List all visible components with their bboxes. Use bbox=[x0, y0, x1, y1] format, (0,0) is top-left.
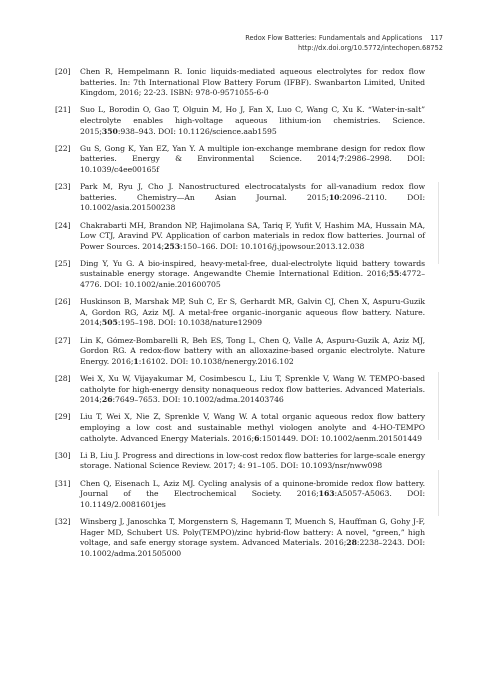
reference-volume: 6 bbox=[254, 433, 260, 443]
reference-number: [20] bbox=[55, 67, 71, 76]
reference-pages-doi: :2096–2110. DOI: 10.1002/asia.201500238 bbox=[80, 192, 425, 213]
reference-item bbox=[55, 221, 425, 253]
reference-citation: Huskinson B, Marshak MP, Suh C, Er S, Gerhardt MR, Galvin CJ, Chen X, Aspuru-Guzik A, Gordon RG, Aziz MJ. A metal-free organic–inorganic aqueous flow battery. Nature. 2014; bbox=[80, 297, 425, 328]
reference-citation: Chakrabarti MH, Brandon NP, Hajimolana SA, Tariq F, Yufit V, Hashim MA, Hussain MA, Low CTJ, Aravind PV. Application of carbon materials in redox flow batteries. Journal of Power Sources. 2014; bbox=[80, 220, 425, 251]
reference-number: [24] bbox=[55, 220, 71, 230]
reference-pages-doi: :A5057-A5063. DOI: 10.1149/2.0081601jes bbox=[80, 489, 426, 509]
reference-item bbox=[55, 451, 425, 472]
reference-pages-doi: :7649–7653. DOI: 10.1002/adma.201403746 bbox=[112, 395, 284, 405]
reference-item bbox=[55, 259, 425, 291]
margin-rule bbox=[438, 372, 439, 440]
reference-citation: Lin K, Gómez-Bombarelli R, Beh ES, Tong L, Chen Q, Valle A, Aspuru-Guzik A, Aziz MJ, Gordon RG. A redox-flow battery with an alloxazine-based organic electrolyte. Nature Energy. 2016; bbox=[80, 335, 425, 366]
reference-pages-doi: :938–943. DOI: 10.1126/science.aab1595 bbox=[117, 126, 277, 136]
reference-volume: 350 bbox=[101, 126, 118, 136]
reference-number: [23] bbox=[55, 182, 71, 192]
reference-text bbox=[55, 221, 425, 253]
reference-text bbox=[55, 67, 425, 99]
reference-citation: Park M, Ryu J, Cho J. Nanostructured electrocatalysts for all-vanadium redox flow batteries. Chemistry—An Asian Journal. 2015; bbox=[80, 182, 425, 202]
doi-link[interactable]: http://dx.doi.org/10.5772/intechopen.68752 bbox=[297, 44, 443, 52]
reference-volume: 505 bbox=[101, 318, 118, 328]
reference-citation: Chen Q, Eisenach L, Aziz MJ. Cycling analysis of a quinone-bromide redox flow battery. Journal of the Electrochemical Society. 2016; bbox=[80, 478, 425, 499]
reference-item bbox=[55, 412, 425, 444]
reference-text bbox=[55, 517, 425, 559]
reference-text bbox=[55, 451, 425, 472]
reference-item bbox=[55, 105, 425, 137]
reference-text bbox=[55, 479, 425, 511]
reference-pages-doi: :1501449. DOI: 10.1002/aenm.201501449 bbox=[259, 433, 422, 443]
reference-number: [26] bbox=[55, 297, 71, 307]
reference-volume: 26 bbox=[101, 395, 113, 405]
reference-list bbox=[55, 67, 425, 566]
reference-number: [21] bbox=[55, 105, 71, 115]
reference-text bbox=[55, 182, 425, 214]
reference-citation: Wei X, Xu W, Vijayakumar M, Cosimbescu L, Liu T, Sprenkle V, Wang W. TEMPO-based catholyte for high-energy density nonaqueous redox flow batteries. Advanced Materials. 2014; bbox=[80, 374, 425, 405]
reference-item bbox=[55, 517, 425, 559]
reference-item bbox=[55, 374, 425, 406]
reference-text bbox=[55, 374, 425, 406]
reference-text bbox=[55, 259, 425, 291]
reference-number: [29] bbox=[55, 412, 71, 422]
running-title: Redox Flow Batteries: Fundamentals and Applications bbox=[245, 34, 423, 42]
reference-item bbox=[55, 67, 425, 99]
page-number: 117 bbox=[430, 34, 443, 42]
reference-citation: Ding Y, Yu G. A bio-inspired, heavy-metal-free, dual-electrolyte liquid battery towards sustainable energy storage. Angewandte Chemie International Edition. 2016; bbox=[80, 258, 425, 279]
reference-citation: Suo L, Borodin O, Gao T, Olguin M, Ho J, Fan X, Luo C, Wang C, Xu K. “Water-in-salt” electrolyte enables high-voltage aqueous lithium-ion chemistries. Science. 2015; bbox=[80, 105, 425, 136]
reference-volume: 55 bbox=[388, 269, 400, 279]
reference-item bbox=[55, 182, 425, 214]
reference-pages-doi: :16102. DOI: 10.1038/nenergy.2016.102 bbox=[138, 356, 294, 366]
reference-pages-doi: :2238–2243. DOI: 10.1002/adma.201505000 bbox=[80, 538, 425, 558]
reference-number: [30] bbox=[55, 450, 71, 460]
reference-pages-doi: :4772–4776. DOI: 10.1002/anie.201600705 bbox=[80, 269, 425, 290]
reference-item bbox=[55, 479, 425, 511]
reference-volume: 253 bbox=[164, 241, 181, 251]
reference-text bbox=[55, 105, 425, 137]
reference-text bbox=[55, 144, 425, 176]
reference-number: [31] bbox=[55, 478, 71, 488]
reference-citation: Li B, Liu J. Progress and directions in low-cost redox flow batteries for large-scale energy storage. National Science Review. 2017; 4: 91–105. DOI: 10.1093/nsr/nww098 bbox=[80, 450, 425, 471]
reference-number: [22] bbox=[55, 143, 71, 153]
reference-number: [27] bbox=[55, 335, 71, 345]
reference-text bbox=[55, 297, 425, 329]
reference-volume: 163 bbox=[318, 489, 335, 499]
reference-citation: Liu T, Wei X, Nie Z, Sprenkle V, Wang W. A total organic aqueous redox flow battery employing a low cost and sustainable methyl viologen anolyte and 4-HO-TEMPO catholyte. Advanced Energy Materials. 2016; bbox=[80, 412, 425, 443]
page-header bbox=[245, 33, 443, 53]
reference-citation: Winsberg J, Janoschka T, Morgenstern S, Hagemann T, Muench S, Hauffman G, Gohy J-F, Hager MD, Schubert US. Poly(TEMPO)/zinc hybrid-flow battery: A novel, “green,” high voltage, and safe energy storage system. Advanced Materials. 2016; bbox=[80, 516, 425, 548]
reference-volume: 28 bbox=[346, 538, 357, 548]
reference-item bbox=[55, 297, 425, 329]
reference-volume: 1 bbox=[133, 356, 139, 366]
reference-number: [25] bbox=[55, 258, 71, 268]
reference-text bbox=[55, 336, 425, 368]
reference-pages-doi: :150–166. DOI: 10.1016/j.jpowsour.2013.12.038 bbox=[180, 241, 365, 251]
reference-volume: 10 bbox=[328, 192, 340, 202]
margin-rule bbox=[438, 470, 439, 516]
running-title-line bbox=[245, 33, 443, 43]
margin-rule bbox=[438, 182, 439, 264]
reference-pages-doi: :2986–2998. DOI: 10.1039/c4ee00165f bbox=[80, 154, 425, 174]
reference-citation: Chen R, Hempelmann R. Ionic liquids-mediated aqueous electrolytes for redox flow batteries. In: 7th International Flow Battery Forum (IFBF). Swanbarton Limited, United Kingdom, 2016; 22-23. ISBN: 978-0-9571055-6-0 bbox=[80, 67, 425, 98]
reference-item bbox=[55, 336, 425, 368]
reference-pages-doi: :195–198. DOI: 10.1038/nature12909 bbox=[117, 318, 262, 328]
reference-text bbox=[55, 412, 425, 444]
reference-item bbox=[55, 144, 425, 176]
reference-citation: Gu S, Gong K, Yan EZ, Yan Y. A multiple ion-exchange membrane design for redox flow batteries. Energy & Environmental Science. 2014; bbox=[80, 143, 425, 164]
reference-number: [32] bbox=[55, 516, 71, 526]
reference-volume: 7 bbox=[339, 154, 345, 164]
reference-number: [28] bbox=[55, 374, 71, 383]
